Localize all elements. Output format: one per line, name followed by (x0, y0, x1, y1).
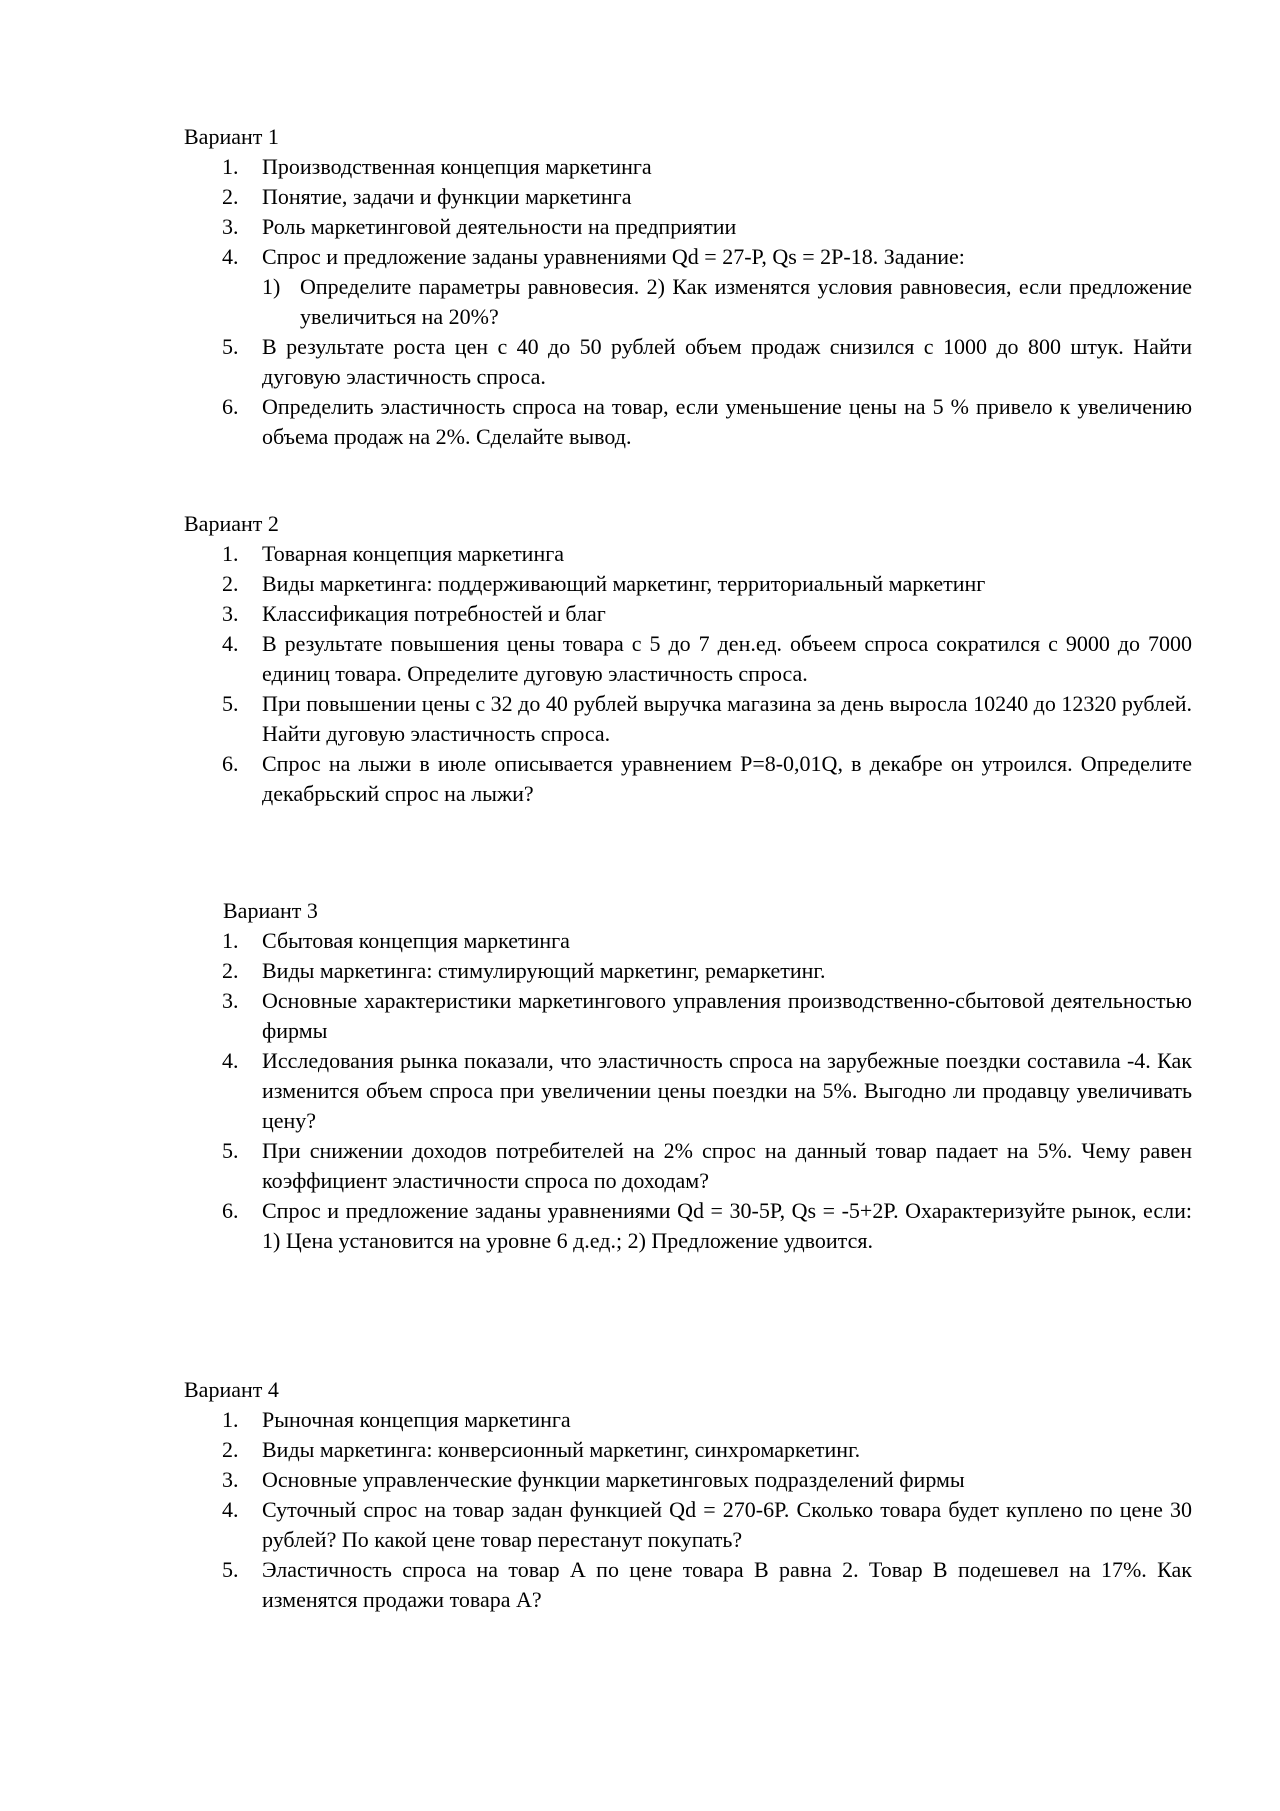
variant-3-list (184, 926, 1192, 1256)
list-item (184, 569, 1192, 599)
list-item (184, 986, 1192, 1046)
list-item (184, 629, 1192, 689)
item-text: Основные характеристики маркетингового управления производственно-сбытовой деятельностью фирмы (262, 988, 1192, 1043)
item-text: Суточный спрос на товар задан функцией Qd = 270-6P. Сколько товара будет куплено по цене 30 рублей? По какой цене товар перестанут покупать? (262, 1497, 1192, 1552)
item-number: 3. (222, 214, 239, 239)
item-number: 2. (222, 184, 239, 209)
item-text: Исследования рынка показали, что эластичность спроса на зарубежные поездки составила -4. Как изменится объем спроса при увеличении цены поездки на 5%. Выгодно ли продавцу увеличивать цену? (262, 1048, 1192, 1133)
list-item (184, 332, 1192, 392)
item-number: 3. (222, 988, 239, 1013)
item-text: Рыночная концепция маркетинга (262, 1407, 571, 1432)
list-item (184, 749, 1192, 809)
item-number: 5. (222, 691, 239, 716)
item-number: 4. (222, 244, 239, 269)
variant-2 (184, 509, 1192, 809)
list-item (184, 539, 1192, 569)
item-text: Роль маркетинговой деятельности на предприятии (262, 214, 737, 239)
item-number: 4. (222, 1497, 239, 1522)
variant-1 (184, 122, 1192, 452)
item-number: 3. (222, 601, 239, 626)
item-text: Спрос и предложение заданы уравнениями Qd = 30-5P, Qs = -5+2P. Охарактеризуйте рынок, если: 1) Цена установится на уровне 6 д.ед.; 2) Предложение удвоится. (262, 1198, 1192, 1253)
item-text: При снижении доходов потребителей на 2% спрос на данный товар падает на 5%. Чему равен коэффициент эластичности спроса по доходам? (262, 1138, 1192, 1193)
variant-4 (184, 1375, 1192, 1615)
item-text: Эластичность спроса на товар А по цене товара В равна 2. Товар В подешевел на 17%. Как изменятся продажи товара А? (262, 1557, 1192, 1612)
item-text: Спрос на лыжи в июле описывается уравнением P=8-0,01Q, в декабре он утроился. Определите декабрьский спрос на лыжи? (262, 751, 1192, 806)
item-number: 1. (222, 928, 239, 953)
list-item (184, 956, 1192, 986)
variant-4-title: Вариант 4 (184, 1377, 279, 1402)
variant-2-title: Вариант 2 (184, 511, 279, 536)
list-item (184, 1405, 1192, 1435)
variant-1-list (184, 152, 1192, 452)
item-text: Основные управленческие функции маркетинговых подразделений фирмы (262, 1467, 965, 1492)
list-item (184, 1495, 1192, 1555)
sub-item-text: Определите параметры равновесия. 2) Как изменятся условия равновесия, если предложение увеличиться на 20%? (300, 274, 1192, 329)
list-item (184, 599, 1192, 629)
list-item (184, 1555, 1192, 1615)
item-number: 6. (222, 1198, 239, 1223)
item-number: 5. (222, 1557, 239, 1582)
list-item (184, 689, 1192, 749)
item-text: Классификация потребностей и благ (262, 601, 606, 626)
variant-3-title: Вариант 3 (223, 898, 318, 923)
variant-2-list (184, 539, 1192, 809)
item-number: 5. (222, 334, 239, 359)
list-item (184, 392, 1192, 452)
item-text: Товарная концепция маркетинга (262, 541, 565, 566)
item-number: 2. (222, 571, 239, 596)
item-number: 2. (222, 1437, 239, 1462)
list-item (184, 926, 1192, 956)
variant-1-title: Вариант 1 (184, 124, 279, 149)
list-item (184, 1196, 1192, 1256)
list-item (184, 242, 1192, 332)
item-number: 6. (222, 394, 239, 419)
item-number: 1. (222, 541, 239, 566)
item-number: 2. (222, 958, 239, 983)
item-text: В результате роста цен с 40 до 50 рублей объем продаж снизился с 1000 до 800 штук. Найти дуговую эластичность спроса. (262, 334, 1192, 389)
item-text: Виды маркетинга: поддерживающий маркетинг, территориальный маркетинг (262, 571, 986, 596)
list-item (184, 1435, 1192, 1465)
item-number: 1. (222, 154, 239, 179)
variant-4-list (184, 1405, 1192, 1615)
item-text: В результате повышения цены товара с 5 до 7 ден.ед. объеем спроса сократился с 9000 до 7000 единиц товара. Определите дуговую эластичность спроса. (262, 631, 1192, 686)
item-text: Спрос и предложение заданы уравнениями Qd = 27-P, Qs = 2P-18. Задание: (262, 244, 965, 269)
variant-3 (184, 896, 1192, 1256)
sub-item (262, 272, 1192, 332)
item-number: 4. (222, 631, 239, 656)
item-number: 4. (222, 1048, 239, 1073)
item-number: 6. (222, 751, 239, 776)
item-text: При повышении цены с 32 до 40 рублей выручка магазина за день выросла 10240 до 12320 рублей. Найти дуговую эластичность спроса. (262, 691, 1192, 746)
item-text: Определить эластичность спроса на товар, если уменьшение цены на 5 % привело к увеличению объема продаж на 2%. Сделайте вывод. (262, 394, 1192, 449)
list-item (184, 1136, 1192, 1196)
item-text: Производственная концепция маркетинга (262, 154, 652, 179)
list-item (184, 212, 1192, 242)
item-text: Сбытовая концепция маркетинга (262, 928, 570, 953)
list-item (184, 1465, 1192, 1495)
item-text: Виды маркетинга: стимулирующий маркетинг, ремаркетинг. (262, 958, 826, 983)
list-item (184, 152, 1192, 182)
sub-item-number: 1) (262, 274, 281, 299)
item-text: Виды маркетинга: конверсионный маркетинг, синхромаркетинг. (262, 1437, 861, 1462)
item-number: 3. (222, 1467, 239, 1492)
list-item (184, 182, 1192, 212)
item-number: 5. (222, 1138, 239, 1163)
list-item (184, 1046, 1192, 1136)
item-text: Понятие, задачи и функции маркетинга (262, 184, 632, 209)
item-number: 1. (222, 1407, 239, 1432)
